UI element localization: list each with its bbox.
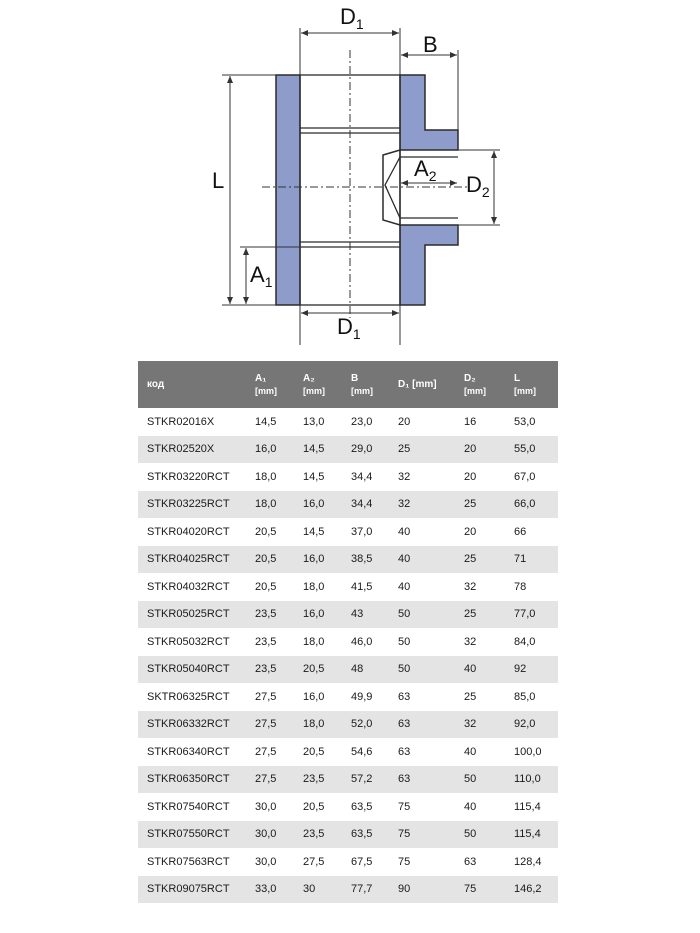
table-cell: 20 bbox=[464, 470, 477, 483]
table-cell: 146,2 bbox=[514, 883, 542, 896]
table-cell: 63 bbox=[398, 745, 411, 758]
table-cell: 55,0 bbox=[514, 443, 536, 456]
table-cell: 16,0 bbox=[303, 690, 325, 703]
table-cell: 66,0 bbox=[514, 498, 536, 511]
table-cell: 63 bbox=[464, 855, 477, 868]
table-cell: 16,0 bbox=[303, 553, 325, 566]
table-row bbox=[138, 546, 558, 574]
table-cell: 110,0 bbox=[514, 773, 541, 786]
table-cell: 100,0 bbox=[514, 745, 542, 758]
table-cell: 25 bbox=[464, 608, 477, 621]
table-cell: 14,5 bbox=[303, 470, 325, 483]
table-cell: 57,2 bbox=[351, 773, 373, 786]
column-header-label: A₂ bbox=[303, 372, 315, 384]
column-header-unit: [mm] bbox=[351, 385, 373, 396]
table-cell: 30,0 bbox=[255, 800, 277, 813]
table-cell: STKR09075RCT bbox=[147, 883, 230, 896]
table-cell: 34,4 bbox=[351, 498, 373, 511]
table-cell: 18,0 bbox=[303, 635, 325, 648]
table-cell: 66 bbox=[514, 525, 527, 538]
table-cell: 18,0 bbox=[255, 498, 277, 511]
table-cell: 52,0 bbox=[351, 718, 373, 731]
table-row bbox=[138, 628, 558, 656]
table-cell: 23,5 bbox=[303, 828, 325, 841]
table-cell: 43 bbox=[351, 608, 364, 621]
table-cell: 50 bbox=[464, 773, 477, 786]
table-row bbox=[138, 683, 558, 711]
table-row bbox=[138, 793, 558, 821]
table-cell: 71 bbox=[514, 553, 527, 566]
table-cell: 92 bbox=[514, 663, 527, 676]
table-cell: 18,0 bbox=[255, 470, 277, 483]
table-cell: 23,5 bbox=[255, 608, 277, 621]
table-cell: 30,0 bbox=[255, 855, 277, 868]
tee-fitting-drawing bbox=[0, 0, 700, 350]
table-cell: 18,0 bbox=[303, 718, 325, 731]
table-cell: 30,0 bbox=[255, 828, 277, 841]
table-cell: 48 bbox=[351, 663, 364, 676]
table-body bbox=[138, 408, 558, 903]
table-cell: 20,5 bbox=[255, 580, 277, 593]
table-cell: 78 bbox=[514, 580, 527, 593]
table-row bbox=[138, 436, 558, 464]
table-cell: STKR02520X bbox=[147, 443, 215, 456]
label-a2: $A_2$ bbox=[414, 156, 437, 184]
column-header bbox=[138, 361, 246, 408]
table-cell: STKR05032RCT bbox=[147, 635, 230, 648]
table-cell: 54,6 bbox=[351, 745, 373, 758]
table-cell: 85,0 bbox=[514, 690, 536, 703]
column-header-unit: [mm] bbox=[514, 385, 536, 396]
column-header-label: B bbox=[351, 372, 359, 384]
table-cell: 40 bbox=[464, 800, 477, 813]
table-cell: 40 bbox=[398, 553, 411, 566]
table-cell: 20 bbox=[398, 415, 411, 428]
table-cell: 16 bbox=[464, 415, 477, 428]
table-header-row bbox=[138, 361, 558, 408]
table-cell: STKR07540RCT bbox=[147, 800, 230, 813]
table-row bbox=[138, 463, 558, 491]
table-cell: 92,0 bbox=[514, 718, 536, 731]
table-row bbox=[138, 491, 558, 519]
table-cell: 14,5 bbox=[255, 415, 277, 428]
label-d1-bottom: $D_1$ bbox=[337, 314, 361, 342]
column-header-unit: [mm] bbox=[303, 385, 325, 396]
table-cell: 14,5 bbox=[303, 525, 325, 538]
table-cell: STKR05040RCT bbox=[147, 663, 230, 676]
table-cell: 18,0 bbox=[303, 580, 325, 593]
column-header bbox=[389, 361, 455, 408]
column-header bbox=[505, 361, 558, 408]
table-cell: STKR06350RCT bbox=[147, 773, 230, 786]
table-cell: 75 bbox=[398, 855, 411, 868]
fitting-bore bbox=[300, 75, 458, 305]
table-cell: STKR06340RCT bbox=[147, 745, 230, 758]
table-cell: 23,0 bbox=[351, 415, 373, 428]
table-cell: 27,5 bbox=[303, 855, 325, 868]
table-cell: 63 bbox=[398, 690, 411, 703]
table-cell: 67,0 bbox=[514, 470, 536, 483]
table-cell: 30 bbox=[303, 883, 316, 896]
column-header-label: L bbox=[514, 372, 521, 384]
table-cell: 115,4 bbox=[514, 800, 541, 813]
table-cell: 67,5 bbox=[351, 855, 373, 868]
table-cell: 20,5 bbox=[303, 800, 325, 813]
table-cell: 29,0 bbox=[351, 443, 373, 456]
table-row bbox=[138, 738, 558, 766]
table-cell: 20,5 bbox=[303, 745, 325, 758]
fitting-body bbox=[276, 75, 458, 305]
table-cell: 115,4 bbox=[514, 828, 541, 841]
table-cell: 16,0 bbox=[255, 443, 277, 456]
table-row bbox=[138, 711, 558, 739]
table-cell: 63,5 bbox=[351, 828, 373, 841]
table-cell: 77,7 bbox=[351, 883, 373, 896]
table-cell: 75 bbox=[464, 883, 477, 896]
table-cell: 32 bbox=[464, 718, 477, 731]
column-header bbox=[246, 361, 294, 408]
table-cell: 20,5 bbox=[255, 553, 277, 566]
table-row bbox=[138, 876, 558, 904]
table-cell: 16,0 bbox=[303, 498, 325, 511]
table-cell: 32 bbox=[398, 470, 411, 483]
table-cell: 41,5 bbox=[351, 580, 373, 593]
table-cell: 63 bbox=[398, 773, 411, 786]
table-cell: 25 bbox=[464, 498, 477, 511]
table-cell: 50 bbox=[398, 663, 411, 676]
table-cell: 53,0 bbox=[514, 415, 536, 428]
table-cell: 25 bbox=[464, 553, 477, 566]
table-cell: 75 bbox=[398, 800, 411, 813]
table-cell: 20,5 bbox=[255, 525, 277, 538]
label-b: B bbox=[423, 32, 438, 57]
table-cell: STKR03220RCT bbox=[147, 470, 230, 483]
table-cell: STKR05025RCT bbox=[147, 608, 230, 621]
table-cell: 32 bbox=[398, 498, 411, 511]
dimensions-table bbox=[138, 361, 558, 903]
label-d2: $D_2$ bbox=[466, 172, 490, 200]
column-header bbox=[455, 361, 505, 408]
table-cell: 27,5 bbox=[255, 718, 277, 731]
table-cell: 20 bbox=[464, 443, 477, 456]
table-cell: STKR06332RCT bbox=[147, 718, 230, 731]
label-a1: $A_1$ bbox=[250, 262, 273, 290]
table-cell: 27,5 bbox=[255, 773, 277, 786]
table-cell: 50 bbox=[398, 635, 411, 648]
table-cell: 25 bbox=[398, 443, 411, 456]
table-row bbox=[138, 821, 558, 849]
table-cell: 40 bbox=[464, 745, 477, 758]
table-cell: STKR04025RCT bbox=[147, 553, 230, 566]
label-l: L bbox=[212, 168, 225, 193]
table-cell: 49,9 bbox=[351, 690, 373, 703]
table-cell: STKR04032RCT bbox=[147, 580, 230, 593]
table-row bbox=[138, 656, 558, 684]
table-cell: 20,5 bbox=[303, 663, 325, 676]
table-cell: STKR04020RCT bbox=[147, 525, 230, 538]
table-cell: 14,5 bbox=[303, 443, 325, 456]
table-cell: 23,5 bbox=[255, 635, 277, 648]
table-row bbox=[138, 601, 558, 629]
table-cell: 38,5 bbox=[351, 553, 373, 566]
table-cell: 23,5 bbox=[303, 773, 325, 786]
table-cell: 128,4 bbox=[514, 855, 542, 868]
table-cell: 63,5 bbox=[351, 800, 373, 813]
table-cell: 20 bbox=[464, 525, 477, 538]
table-cell: 25 bbox=[464, 690, 477, 703]
table-cell: 16,0 bbox=[303, 608, 325, 621]
table-cell: 37,0 bbox=[351, 525, 373, 538]
table-cell: 40 bbox=[398, 580, 411, 593]
table-cell: 84,0 bbox=[514, 635, 536, 648]
table-row bbox=[138, 518, 558, 546]
table-cell: 13,0 bbox=[303, 415, 325, 428]
table-cell: 27,5 bbox=[255, 745, 277, 758]
table-cell: 50 bbox=[464, 828, 477, 841]
table-row bbox=[138, 848, 558, 876]
label-d1-top: $D_1$ bbox=[340, 4, 364, 32]
table-row bbox=[138, 766, 558, 794]
table-cell: 32 bbox=[464, 580, 477, 593]
table-cell: STKR07563RCT bbox=[147, 855, 230, 868]
column-header-unit: [mm] bbox=[255, 385, 277, 396]
table-row bbox=[138, 573, 558, 601]
table-cell: 63 bbox=[398, 718, 411, 731]
table-cell: SKTR06325RCT bbox=[147, 690, 230, 703]
column-header bbox=[294, 361, 342, 408]
table-cell: STKR02016X bbox=[147, 415, 215, 428]
table-cell: 40 bbox=[464, 663, 477, 676]
table-cell: 27,5 bbox=[255, 690, 277, 703]
column-header-label: A₁ bbox=[255, 372, 267, 384]
column-header-label: D₁ [mm] bbox=[398, 379, 437, 390]
table-cell: 75 bbox=[398, 828, 411, 841]
column-header-label: D₂ bbox=[464, 372, 476, 384]
table-cell: STKR03225RCT bbox=[147, 498, 230, 511]
table-cell: STKR07550RCT bbox=[147, 828, 230, 841]
table-cell: 33,0 bbox=[255, 883, 277, 896]
column-header bbox=[342, 361, 389, 408]
table-cell: 90 bbox=[398, 883, 411, 896]
table-cell: 50 bbox=[398, 608, 411, 621]
table-cell: 34,4 bbox=[351, 470, 373, 483]
table-cell: 23,5 bbox=[255, 663, 277, 676]
table-cell: 77,0 bbox=[514, 608, 536, 621]
column-header-label: код bbox=[147, 379, 165, 390]
table-row bbox=[138, 408, 558, 436]
table-cell: 46,0 bbox=[351, 635, 373, 648]
column-header-unit: [mm] bbox=[464, 385, 486, 396]
table-cell: 40 bbox=[398, 525, 411, 538]
table-cell: 32 bbox=[464, 635, 477, 648]
